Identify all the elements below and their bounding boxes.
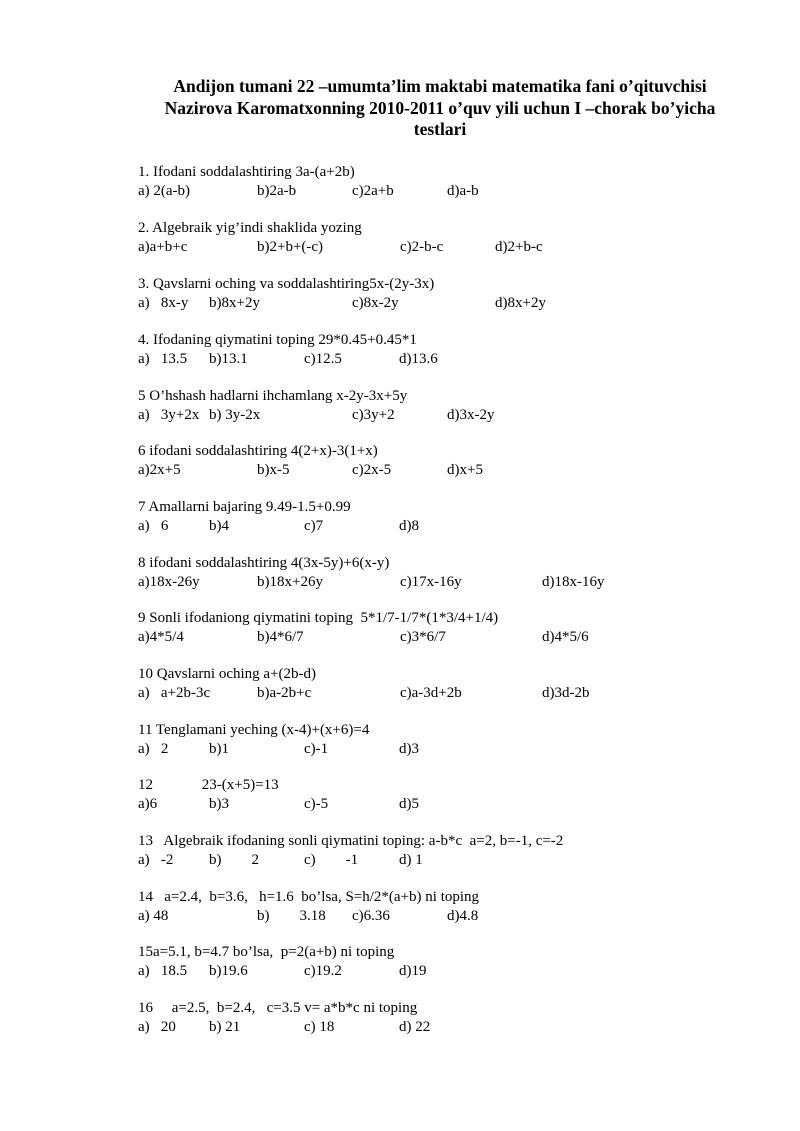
- option-b: b) 2: [209, 852, 259, 868]
- option-d: d)3x-2y: [447, 407, 495, 423]
- option-c: c)2-b-c: [400, 239, 444, 255]
- option-c: c)17x-16y: [400, 574, 462, 590]
- option-d: d)3d-2b: [542, 685, 590, 701]
- option-c: c)19.2: [304, 963, 342, 979]
- question-text: 6 ifodani soddalashtiring 4(2+x)-3(1+x): [138, 443, 378, 459]
- answer-options: [138, 795, 778, 814]
- option-b: b)8x+2y: [209, 295, 260, 311]
- option-d: d)4*5/6: [542, 629, 589, 645]
- question-text: 7 Amallarni bajaring 9.49-1.5+0.99: [138, 499, 351, 515]
- option-c: c)3*6/7: [400, 629, 446, 645]
- question-text: 3. Qavslarni oching va soddalashtiring5x-(2y-3x): [138, 276, 435, 292]
- option-c: c) -1: [304, 852, 359, 868]
- answer-options: [138, 628, 778, 647]
- option-a: a) 8x-y: [138, 295, 189, 311]
- question-16: [138, 999, 778, 1037]
- question-5: [138, 387, 778, 425]
- question-2: [138, 219, 778, 257]
- option-d: d)8: [399, 518, 419, 534]
- option-b: b)1: [209, 741, 229, 757]
- question-text: 11 Tenglamani yeching (x-4)+(x+6)=4: [138, 722, 370, 738]
- question-1: [138, 163, 778, 201]
- option-d: d) 1: [399, 852, 423, 868]
- question-6: [138, 442, 778, 480]
- option-c: c) 18: [304, 1019, 335, 1035]
- option-d: d)19: [399, 963, 427, 979]
- option-a: a) 6: [138, 518, 169, 534]
- question-text: 5 O’hshash hadlarni ihchamlang x-2y-3x+5y: [138, 388, 408, 404]
- option-b: b)4*6/7: [257, 629, 304, 645]
- question-text: 10 Qavslarni oching a+(2b-d): [138, 666, 316, 682]
- question-7: [138, 498, 778, 536]
- option-a: a) 3y+2x: [138, 407, 200, 423]
- question-9: [138, 609, 778, 647]
- option-b: b)x-5: [257, 462, 290, 478]
- option-c: c)8x-2y: [352, 295, 399, 311]
- question-14: [138, 888, 778, 926]
- option-a: a) 13.5: [138, 351, 188, 367]
- question-11: [138, 721, 778, 759]
- option-d: d)a-b: [447, 183, 479, 199]
- answer-options: [138, 294, 778, 313]
- answer-options: [138, 1018, 778, 1037]
- option-b: b) 3y-2x: [209, 407, 261, 423]
- question-15: [138, 943, 778, 981]
- question-13: [138, 832, 778, 870]
- option-c: c)6.36: [352, 908, 390, 924]
- answer-options: [138, 962, 778, 981]
- option-c: c)-1: [304, 741, 329, 757]
- option-d: d)13.6: [399, 351, 438, 367]
- question-8: [138, 554, 778, 592]
- title-line-2: Nazirova Karomatxonning 2010-2011 o’quv yili uchun I –chorak bo’yicha: [164, 97, 716, 118]
- option-d: d)5: [399, 796, 419, 812]
- answer-options: [138, 740, 778, 759]
- option-c: c)12.5: [304, 351, 342, 367]
- answer-options: [138, 573, 778, 592]
- question-text: 14 a=2.4, b=3.6, h=1.6 bo’lsa, S=h/2*(a+b) ni toping: [138, 889, 480, 905]
- title-line-1: Andijon tumani 22 –umumta’lim maktabi matematika fani o’qituvchisi: [173, 76, 707, 96]
- option-d: d)18x-16y: [542, 574, 605, 590]
- question-10: [138, 665, 778, 703]
- option-a: a)2x+5: [138, 462, 181, 478]
- answer-options: [138, 238, 778, 257]
- answer-options: [138, 907, 778, 926]
- option-a: a)18x-26y: [138, 574, 200, 590]
- question-text: 4. Ifodaning qiymatini toping 29*0.45+0.45*1: [138, 332, 417, 348]
- option-a: a)a+b+c: [138, 239, 188, 255]
- question-text: 15a=5.1, b=4.7 bo’lsa, p=2(a+b) ni toping: [138, 944, 395, 960]
- option-c: c)2x-5: [352, 462, 392, 478]
- document-title: [120, 76, 760, 141]
- question-3: [138, 275, 778, 313]
- question-text: 12 23-(x+5)=13: [138, 777, 279, 793]
- option-a: a) 2: [138, 741, 169, 757]
- question-text: 9 Sonli ifodaniong qiymatini toping 5*1/7-1/7*(1*3/4+1/4): [138, 610, 499, 626]
- option-d: d)x+5: [447, 462, 483, 478]
- option-b: b)2+b+(-c): [257, 239, 324, 255]
- answer-options: [138, 406, 778, 425]
- question-text: 2. Algebraik yig’indi shaklida yozing: [138, 220, 362, 236]
- answer-options: [138, 517, 778, 536]
- option-b: b)2a-b: [257, 183, 297, 199]
- option-b: b) 3.18: [257, 908, 326, 924]
- option-b: b)19.6: [209, 963, 248, 979]
- option-c: c)7: [304, 518, 324, 534]
- option-b: b)18x+26y: [257, 574, 323, 590]
- answer-options: [138, 461, 778, 480]
- title-line-3: testlari: [413, 119, 467, 139]
- question-text: 1. Ifodani soddalashtiring 3a-(a+2b): [138, 164, 355, 180]
- option-a: a) 18.5: [138, 963, 188, 979]
- option-d: d) 22: [399, 1019, 431, 1035]
- option-d: d)8x+2y: [495, 295, 546, 311]
- answer-options: [138, 851, 778, 870]
- option-a: a) 2(a-b): [138, 183, 191, 199]
- option-a: a) 48: [138, 908, 169, 924]
- option-d: d)4.8: [447, 908, 479, 924]
- option-b: b) 21: [209, 1019, 241, 1035]
- option-d: d)2+b-c: [495, 239, 543, 255]
- question-12: [138, 776, 778, 814]
- option-b: b)3: [209, 796, 229, 812]
- answer-options: [138, 350, 778, 369]
- option-b: b)a-2b+c: [257, 685, 312, 701]
- option-c: c)2a+b: [352, 183, 394, 199]
- option-a: a) 20: [138, 1019, 176, 1035]
- option-b: b)13.1: [209, 351, 248, 367]
- answer-options: [138, 182, 778, 201]
- option-a: a) -2: [138, 852, 174, 868]
- option-a: a) a+2b-3c: [138, 685, 211, 701]
- option-a: a)6: [138, 796, 158, 812]
- answer-options: [138, 684, 778, 703]
- option-d: d)3: [399, 741, 419, 757]
- option-a: a)4*5/4: [138, 629, 184, 645]
- question-text: 16 a=2.5, b=2.4, c=3.5 v= a*b*c ni toping: [138, 1000, 418, 1016]
- option-b: b)4: [209, 518, 229, 534]
- option-c: c)a-3d+2b: [400, 685, 462, 701]
- question-text: 8 ifodani soddalashtiring 4(3x-5y)+6(x-y): [138, 555, 390, 571]
- question-4: [138, 331, 778, 369]
- option-c: c)3y+2: [352, 407, 395, 423]
- option-c: c)-5: [304, 796, 329, 812]
- question-text: 13 Algebraik ifodaning sonli qiymatini toping: a-b*c a=2, b=-1, c=-2: [138, 833, 564, 849]
